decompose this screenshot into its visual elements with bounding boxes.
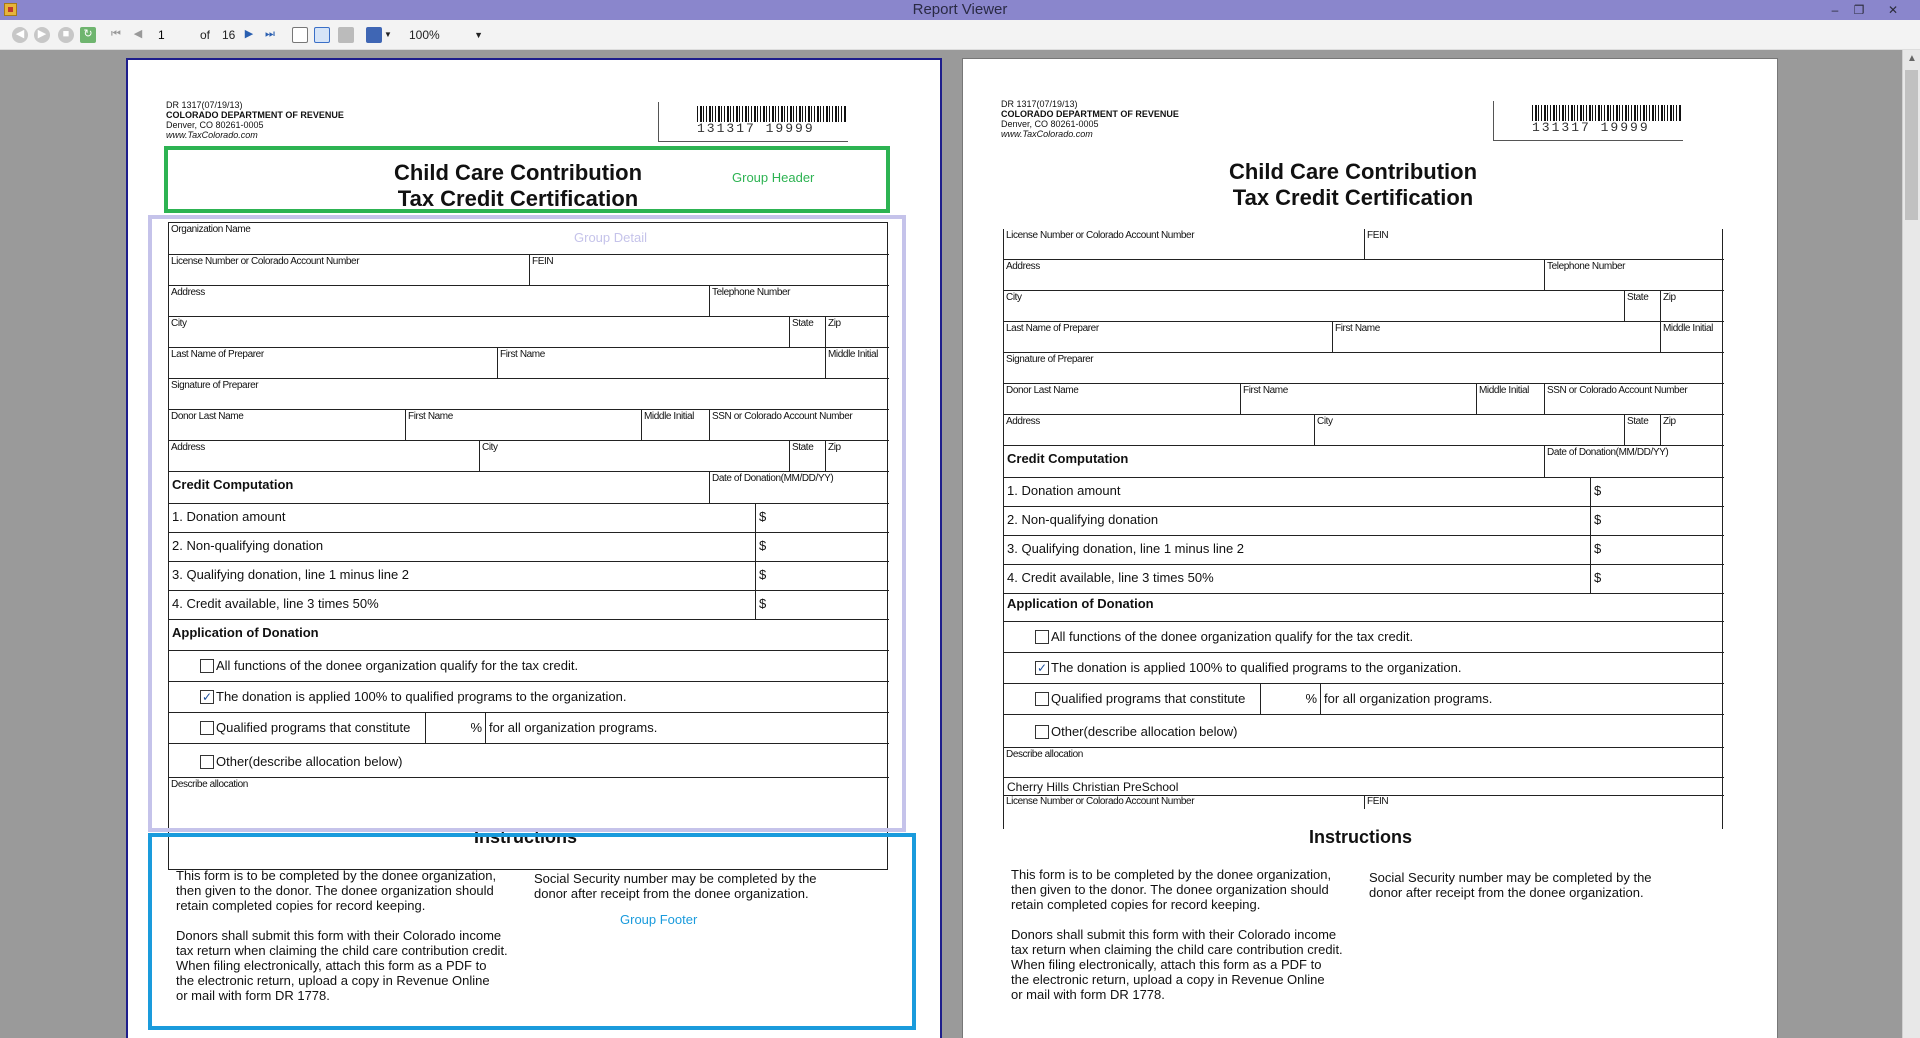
address-label: Address (1006, 261, 1040, 272)
license-number-label: License Number or Colorado Account Number (1006, 230, 1195, 241)
first-page-icon[interactable]: ⏮ (111, 28, 121, 40)
form-row (169, 620, 889, 651)
checkbox-all-functions[interactable] (1035, 630, 1049, 644)
scrollbar-thumb[interactable] (1905, 70, 1918, 220)
form-row (169, 778, 889, 808)
page-of-label: of (200, 28, 211, 42)
donation-amount-label: 1. Donation amount (172, 509, 286, 524)
certification-form (168, 222, 888, 870)
organization-name-value: Cherry Hills Christian PreSchool (1007, 780, 1179, 794)
qualifying-donation-field: $ (1590, 536, 1724, 564)
instruction-line: or mail with form DR 1778. (176, 988, 330, 1003)
form-row (169, 533, 889, 562)
previous-page-icon[interactable]: ◀ (133, 28, 143, 40)
credit-available-field: $ (1590, 565, 1724, 593)
instruction-line: This form is to be completed by the donee organization, (1011, 867, 1332, 882)
form-row (1004, 353, 1724, 384)
instruction-line: or mail with form DR 1778. (1011, 987, 1165, 1002)
non-qualifying-donation-label: 2. Non-qualifying donation (172, 538, 324, 553)
group-footer-label: Group Footer (620, 912, 698, 927)
instructions-left-text (1011, 867, 1343, 1002)
form-row (169, 504, 889, 533)
license-number-label: License Number or Colorado Account Number (1006, 796, 1195, 807)
form-row (169, 713, 889, 744)
zoom-select[interactable] (405, 26, 489, 44)
department-website: www.TaxColorado.com (1001, 129, 1093, 139)
option-qualified-programs-label: Qualified programs that constitute (1051, 691, 1246, 706)
stop-icon[interactable]: ■ (58, 27, 74, 43)
donor-zip-label: Zip (825, 441, 889, 471)
barcode (658, 102, 848, 142)
minimize-button[interactable]: – (1831, 3, 1839, 17)
fein-label: FEIN (1364, 796, 1724, 809)
instruction-line: then given to the donor. The donee organization should (1011, 882, 1329, 897)
donor-address-label: Address (171, 442, 205, 453)
preparer-signature-label: Signature of Preparer (1006, 354, 1094, 365)
form-row (169, 562, 889, 591)
instruction-line: tax return when claiming the child care contribution credit. (1011, 942, 1343, 957)
non-qualifying-donation-field: $ (755, 533, 889, 561)
barcode-bars (697, 106, 847, 122)
address-label: Address (171, 287, 205, 298)
form-row (169, 255, 889, 286)
instructions-left-text (176, 868, 508, 1003)
form-row (169, 348, 889, 379)
report-page-left (126, 58, 942, 1038)
for-all-programs-label: for all organization programs. (485, 713, 889, 743)
donation-amount-label: 1. Donation amount (1007, 483, 1121, 498)
form-row (169, 317, 889, 348)
form-row (1004, 796, 1724, 809)
state-label: State (789, 317, 825, 347)
zip-label: Zip (825, 317, 889, 347)
application-of-donation-heading: Application of Donation (172, 625, 319, 640)
date-of-donation-label: Date of Donation(MM/DD/YY) (1544, 446, 1724, 477)
credit-available-field: $ (755, 591, 889, 619)
instruction-line: retain completed copies for record keeping. (176, 898, 426, 913)
donor-zip-label: Zip (1660, 415, 1724, 445)
window-title: Report Viewer (912, 1, 1008, 18)
state-label: State (1624, 291, 1660, 321)
form-row (169, 441, 889, 472)
credit-computation-heading: Credit Computation (1007, 451, 1129, 466)
department-name: COLORADO DEPARTMENT OF REVENUE (1001, 109, 1179, 119)
instruction-line: tax return when claiming the child care contribution credit. (176, 943, 508, 958)
instructions-right-text (534, 871, 817, 901)
barcode-bars (1532, 105, 1682, 121)
option-all-functions-label: All functions of the donee organization qualify for the tax credit. (216, 658, 579, 673)
form-row (1004, 622, 1724, 653)
page-total-label: 16 (222, 28, 236, 42)
certification-form (1003, 229, 1723, 829)
form-row (169, 744, 889, 778)
instruction-line: When filing electronically, attach this form as a PDF to (1011, 957, 1322, 972)
form-row (1004, 446, 1724, 478)
report-toolbar (0, 20, 1920, 50)
instruction-line: Donors shall submit this form with their Colorado income (176, 928, 502, 943)
form-row (1004, 322, 1724, 353)
option-other-label: Other(describe allocation below) (216, 754, 403, 769)
instruction-line: Social Security number may be completed by the (1369, 870, 1652, 885)
instruction-line: Donors shall submit this form with their Colorado income (1011, 927, 1337, 942)
donor-address-label: Address (1006, 416, 1040, 427)
instruction-line: Social Security number may be completed by the (534, 871, 817, 886)
option-all-functions (1032, 622, 1722, 652)
instructions-title: Instructions (1309, 827, 1413, 847)
current-page-input[interactable] (154, 26, 198, 44)
department-name: COLORADO DEPARTMENT OF REVENUE (166, 110, 344, 120)
option-other (197, 744, 887, 777)
barcode-number: 131317 19999 (697, 121, 815, 136)
preparer-first-name-label: First Name (497, 348, 825, 378)
title-line-1: Child Care Contribution (393, 160, 643, 185)
form-number: DR 1317(07/19/13) (166, 100, 243, 110)
checkbox-100-percent[interactable]: ✓ (201, 689, 213, 704)
form-row (169, 379, 889, 410)
credit-available-label: 4. Credit available, line 3 times 50% (1007, 570, 1214, 585)
donor-city-label: City (1314, 415, 1624, 445)
organization-name-label: Organization Name (171, 224, 251, 235)
donor-first-name-label: First Name (1240, 384, 1476, 414)
instruction-line: This form is to be completed by the donee organization, (176, 868, 497, 883)
for-all-programs-label: for all organization programs. (1320, 684, 1724, 714)
license-number-label: License Number or Colorado Account Number (171, 256, 360, 267)
credit-available-label: 4. Credit available, line 3 times 50% (172, 596, 379, 611)
scroll-up-icon[interactable]: ▲ (1907, 53, 1917, 64)
donor-middle-initial-label: Middle Initial (1476, 384, 1544, 414)
preparer-first-name-label: First Name (1332, 322, 1660, 352)
option-100-percent (1032, 653, 1722, 683)
instructions-right-text (1369, 870, 1652, 900)
option-qualified-programs-label: Qualified programs that constitute (216, 720, 411, 735)
instruction-line: donor after receipt from the donee organization. (534, 886, 809, 901)
donation-amount-field: $ (1590, 478, 1724, 506)
title-line-2: Tax Credit Certification (1232, 185, 1474, 210)
form-row (1004, 565, 1724, 594)
credit-computation-heading: Credit Computation (172, 477, 294, 492)
title-line-1: Child Care Contribution (1228, 159, 1478, 184)
option-other (1032, 715, 1722, 747)
option-100-percent-label: The donation is applied 100% to qualified programs to the organization. (1051, 660, 1462, 675)
checkbox-qualified-programs[interactable] (1035, 692, 1049, 706)
ssn-label: SSN or Colorado Account Number (1544, 384, 1724, 414)
preparer-last-name-label: Last Name of Preparer (1006, 323, 1099, 334)
qualifying-donation-field: $ (755, 562, 889, 590)
preparer-middle-initial-label: Middle Initial (825, 348, 889, 378)
instruction-line: the electronic return, upload a copy in Revenue Online (1011, 972, 1325, 987)
non-qualifying-donation-field: $ (1590, 507, 1724, 535)
preparer-signature-label: Signature of Preparer (171, 380, 259, 391)
instruction-line: then given to the donor. The donee organization should (176, 883, 494, 898)
form-row (169, 472, 889, 504)
donor-first-name-label: First Name (405, 410, 641, 440)
form-row (1004, 653, 1724, 684)
instructions-title: Instructions (474, 827, 578, 847)
option-100-percent (197, 682, 887, 712)
refresh-icon[interactable]: ↻ (80, 27, 96, 43)
option-100-percent-label: The donation is applied 100% to qualified programs to the organization. (216, 689, 627, 704)
group-header-label: Group Header (732, 170, 815, 185)
form-row (1004, 260, 1724, 291)
option-qualified-programs (1032, 684, 1260, 714)
zoom-value: 100% (409, 28, 440, 42)
checkbox-all-functions[interactable] (200, 659, 214, 673)
ssn-label: SSN or Colorado Account Number (709, 410, 889, 440)
form-row (1004, 478, 1724, 507)
instruction-line: donor after receipt from the donee organization. (1369, 885, 1644, 900)
form-row (169, 410, 889, 441)
department-address: Denver, CO 80261-0005 (1001, 119, 1099, 129)
fein-label: FEIN (529, 255, 889, 285)
department-address: Denver, CO 80261-0005 (166, 120, 264, 130)
instruction-line: the electronic return, upload a copy in Revenue Online (176, 973, 490, 988)
qualifying-donation-label: 3. Qualifying donation, line 1 minus line 2 (172, 567, 410, 582)
donor-city-label: City (479, 441, 789, 471)
page-setup-icon[interactable] (314, 27, 330, 43)
date-of-donation-label: Date of Donation(MM/DD/YY) (709, 472, 889, 503)
department-website: www.TaxColorado.com (166, 130, 258, 140)
describe-allocation-label: Describe allocation (1006, 749, 1083, 760)
form-row (169, 651, 889, 682)
zip-label: Zip (1660, 291, 1724, 321)
option-qualified-programs (197, 713, 425, 743)
form-row (169, 286, 889, 317)
barcode (1493, 101, 1683, 141)
instruction-spacer (1011, 912, 1343, 927)
donor-state-label: State (1624, 415, 1660, 445)
form-title (963, 159, 1743, 211)
non-qualifying-donation-label: 2. Non-qualifying donation (1007, 512, 1159, 527)
form-row (1004, 507, 1724, 536)
export-icon[interactable] (366, 27, 382, 43)
title-bar (0, 0, 1920, 20)
title-line-2: Tax Credit Certification (397, 186, 639, 211)
checkbox-qualified-programs[interactable] (200, 721, 214, 735)
preparer-middle-initial-label: Middle Initial (1660, 322, 1724, 352)
instruction-spacer (176, 913, 508, 928)
form-row (1004, 594, 1724, 622)
form-row (1004, 715, 1724, 748)
telephone-label: Telephone Number (1544, 260, 1724, 290)
last-page-icon[interactable]: ⏭ (265, 28, 275, 40)
chevron-down-icon: ▼ (474, 30, 483, 40)
city-label: City (171, 318, 187, 329)
fein-label: FEIN (1364, 229, 1724, 259)
preparer-last-name-label: Last Name of Preparer (171, 349, 264, 360)
print-layout-icon[interactable] (292, 27, 308, 43)
donor-state-label: State (789, 441, 825, 471)
donor-last-name-label: Donor Last Name (171, 411, 244, 422)
telephone-label: Telephone Number (709, 286, 889, 316)
barcode-number: 131317 19999 (1532, 120, 1650, 135)
checkbox-other[interactable] (200, 755, 214, 769)
checkbox-other[interactable] (1035, 725, 1049, 739)
restore-button[interactable]: ❐ (1853, 3, 1865, 17)
print-icon[interactable] (338, 27, 354, 43)
form-row (1004, 684, 1724, 715)
form-row (169, 591, 889, 620)
qualifying-donation-label: 3. Qualifying donation, line 1 minus line 2 (1007, 541, 1245, 556)
form-row (169, 223, 889, 255)
form-header (1001, 99, 1179, 139)
group-detail-label: Group Detail (574, 230, 647, 245)
form-row (1004, 291, 1724, 322)
option-other-label: Other(describe allocation below) (1051, 724, 1238, 739)
city-label: City (1006, 292, 1022, 303)
back-icon[interactable]: ◀ (12, 27, 28, 43)
export-dropdown-icon[interactable]: ▼ (384, 30, 392, 39)
form-row (1004, 415, 1724, 446)
donation-amount-field: $ (755, 504, 889, 532)
form-row (1004, 536, 1724, 565)
close-button[interactable]: ✕ (1887, 3, 1899, 17)
form-row (1004, 778, 1724, 796)
form-number: DR 1317(07/19/13) (1001, 99, 1078, 109)
application-of-donation-heading: Application of Donation (1007, 596, 1154, 611)
option-all-functions-label: All functions of the donee organization qualify for the tax credit. (1051, 629, 1414, 644)
report-page-right (962, 58, 1778, 1038)
donor-middle-initial-label: Middle Initial (641, 410, 709, 440)
form-row (169, 682, 889, 713)
form-header (166, 100, 344, 140)
form-row (1004, 384, 1724, 415)
form-title (128, 160, 908, 212)
vertical-scrollbar[interactable] (1902, 50, 1920, 1038)
percent-field: % (1260, 684, 1320, 714)
describe-allocation-label: Describe allocation (171, 779, 248, 790)
checkbox-100-percent[interactable]: ✓ (1036, 660, 1048, 675)
option-all-functions (197, 651, 887, 681)
instruction-line: retain completed copies for record keeping. (1011, 897, 1261, 912)
instruction-line: When filing electronically, attach this form as a PDF to (176, 958, 487, 973)
forward-icon[interactable]: ▶ (34, 27, 50, 43)
percent-field: % (425, 713, 485, 743)
form-row (1004, 229, 1724, 260)
donor-last-name-label: Donor Last Name (1006, 385, 1079, 396)
next-page-icon[interactable]: ▶ (244, 28, 254, 40)
form-row (1004, 748, 1724, 778)
